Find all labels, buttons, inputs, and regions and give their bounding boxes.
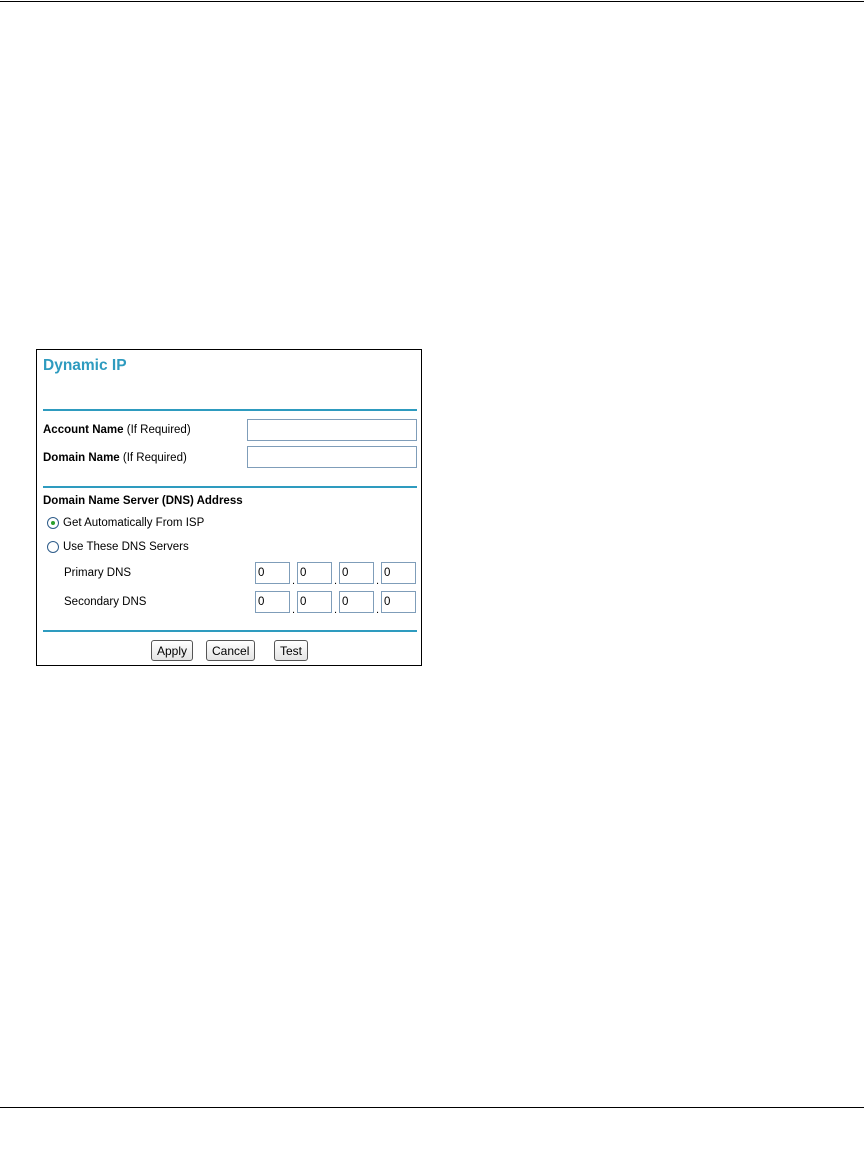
secondary-dns-label: Secondary DNS [64,596,147,608]
domain-name-hint: (If Required) [122,452,187,464]
dns-auto-radio[interactable] [47,517,59,529]
primary-dns-octet-1[interactable] [255,562,290,584]
dns-manual-option[interactable] [47,541,189,553]
dns-section-heading: Domain Name Server (DNS) Address [43,495,243,507]
primary-dns-octet-3[interactable] [339,562,374,584]
domain-name-row [43,452,187,464]
secondary-dns-octet-3[interactable] [339,591,374,613]
page-top-rule [0,1,864,2]
secondary-dns-separator-3: . [376,604,380,616]
primary-dns-separator-2: . [334,575,338,587]
dns-divider [43,630,417,632]
primary-dns-octet-4[interactable] [381,562,416,584]
cancel-button[interactable]: Cancel [206,640,255,661]
domain-name-input[interactable] [247,446,417,468]
domain-name-label: Domain Name [43,452,120,464]
page-bottom-rule [0,1107,864,1108]
dynamic-ip-panel [36,349,422,666]
secondary-dns-octet-4[interactable] [381,591,416,613]
primary-dns-separator-3: . [376,575,380,587]
account-name-row [43,424,191,436]
primary-dns-octet-2[interactable] [297,562,332,584]
secondary-dns-octet-2[interactable] [297,591,332,613]
account-name-hint: (If Required) [126,424,191,436]
apply-button[interactable]: Apply [151,640,193,661]
secondary-dns-separator-2: . [334,604,338,616]
dns-auto-label: Get Automatically From ISP [63,517,205,529]
account-divider [43,486,417,488]
dns-manual-label: Use These DNS Servers [63,541,189,553]
primary-dns-label: Primary DNS [64,567,132,579]
dns-manual-radio[interactable] [47,541,59,553]
test-button[interactable]: Test [274,640,308,661]
primary-dns-separator-1: . [292,575,296,587]
dns-auto-option[interactable] [47,517,204,529]
secondary-dns-octet-1[interactable] [255,591,290,613]
title-divider [43,409,417,411]
account-name-label: Account Name [43,424,124,436]
panel-title: Dynamic IP [43,357,127,374]
secondary-dns-separator-1: . [292,604,296,616]
account-name-input[interactable] [247,419,417,441]
